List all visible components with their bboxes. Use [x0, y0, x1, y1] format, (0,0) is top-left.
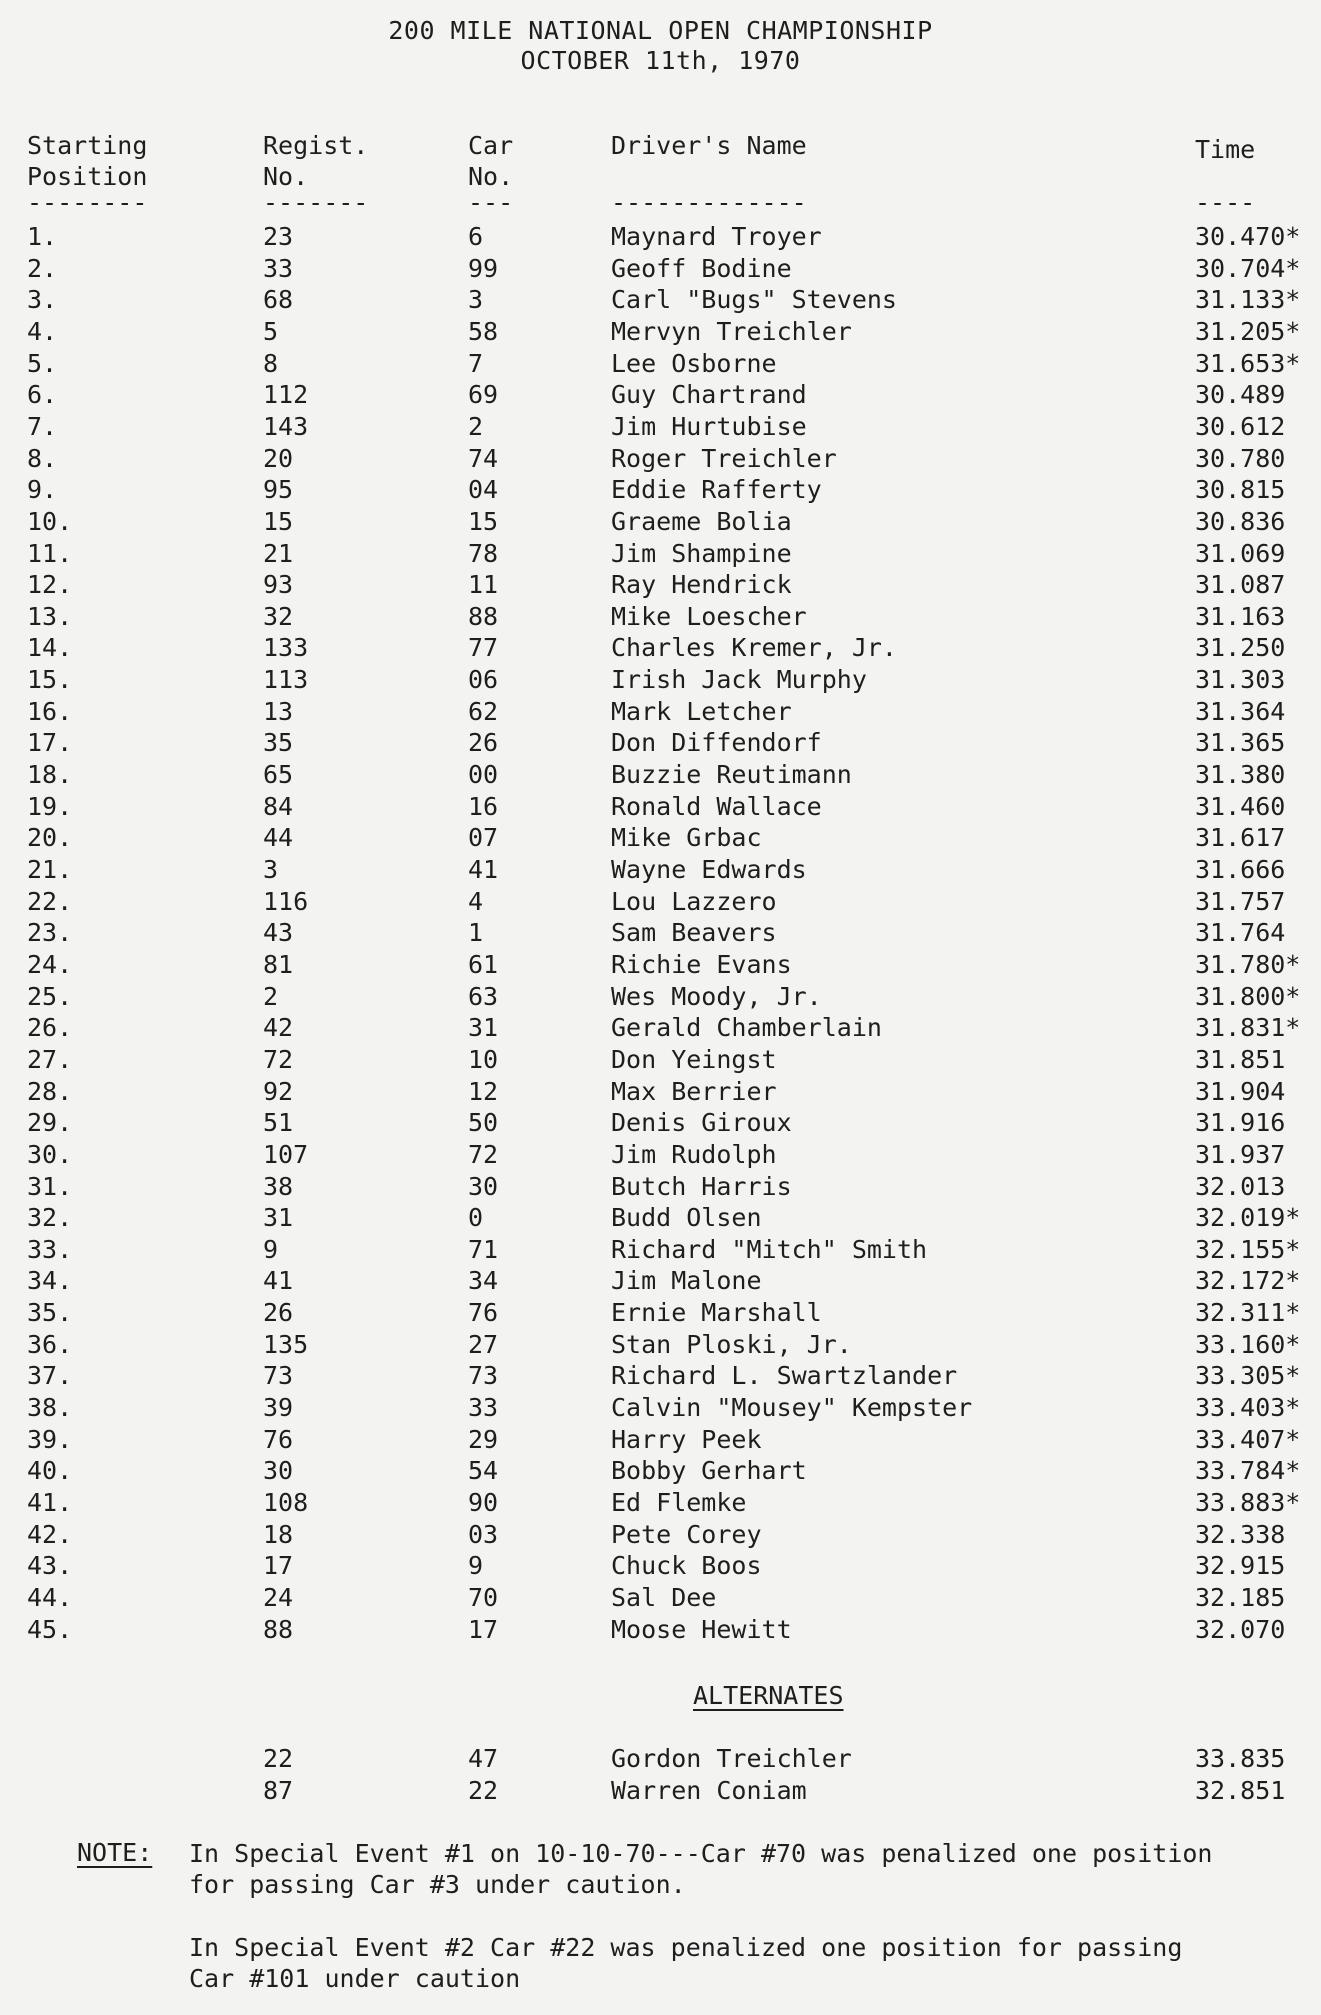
cell-position: 16. [27, 696, 73, 726]
table-row [0, 475, 1321, 507]
cell-time: 33.160* [1195, 1329, 1301, 1359]
table-row [0, 918, 1321, 950]
cell-position: 38. [27, 1393, 73, 1423]
cell-time: 31.133* [1195, 285, 1301, 315]
table-row [0, 1361, 1321, 1393]
document-title: 200 MILE NATIONAL OPEN CHAMPIONSHIP [388, 16, 933, 45]
cell-driver-name: Butch Harris [611, 1171, 792, 1201]
cell-position: 13. [27, 601, 73, 631]
cell-driver-name: Jim Rudolph [611, 1139, 777, 1169]
table-row [0, 823, 1321, 855]
cell-regist-no: 32 [263, 601, 294, 631]
cell-driver-name: Harry Peek [611, 1424, 762, 1454]
cell-position: 39. [27, 1424, 73, 1454]
cell-regist-no: 72 [263, 1044, 294, 1074]
cell-driver-name: Geoff Bodine [611, 253, 792, 283]
cell-time: 31.250 [1195, 633, 1286, 663]
table-row [0, 1108, 1321, 1140]
cell-time: 31.653* [1195, 348, 1301, 378]
table-row [0, 602, 1321, 634]
cell-driver-name: Roger Treichler [611, 443, 837, 473]
cell-position: 11. [27, 538, 73, 568]
cell-time: 33.407* [1195, 1424, 1301, 1454]
cell-position: 6. [27, 380, 58, 410]
cell-position: 24. [27, 949, 73, 979]
cell-time: 31.460 [1195, 791, 1286, 821]
cell-time: 30.780 [1195, 443, 1286, 473]
cell-regist-no: 24 [263, 1582, 294, 1612]
cell-position: 43. [27, 1551, 73, 1581]
cell-driver-name: Richard "Mitch" Smith [611, 1234, 928, 1264]
cell-driver-name: Gerald Chamberlain [611, 1013, 882, 1043]
table-row [0, 1077, 1321, 1109]
table-row [0, 1266, 1321, 1298]
cell-driver-name: Irish Jack Murphy [611, 665, 867, 695]
cell-car-no: 30 [468, 1171, 499, 1201]
cell-position: 14. [27, 633, 73, 663]
cell-regist-no: 107 [263, 1139, 309, 1169]
cell-car-no: 06 [468, 665, 499, 695]
table-row [0, 1488, 1321, 1520]
cell-position: 19. [27, 791, 73, 821]
cell-car-no: 58 [468, 316, 499, 346]
header-rule-regist: ------- [263, 188, 369, 217]
cell-driver-name: Sam Beavers [611, 918, 777, 948]
cell-position: 33. [27, 1234, 73, 1264]
header-rule-name: ------------- [611, 188, 807, 217]
table-row [0, 1013, 1321, 1045]
cell-regist-no: 35 [263, 728, 294, 758]
cell-car-no: 70 [468, 1582, 499, 1612]
cell-time: 31.380 [1195, 760, 1286, 790]
cell-regist-no: 30 [263, 1456, 294, 1486]
cell-time: 32.851 [1195, 1775, 1286, 1805]
cell-position: 36. [27, 1329, 73, 1359]
cell-driver-name: Don Yeingst [611, 1044, 777, 1074]
table-row [0, 412, 1321, 444]
header-time: Time [1195, 135, 1256, 164]
cell-position: 15. [27, 665, 73, 695]
table-row [0, 887, 1321, 919]
note-text-2: In Special Event #2 Car #22 was penalized one position for passing Car #101 under caution [189, 1933, 1183, 1993]
cell-regist-no: 92 [263, 1076, 294, 1106]
cell-driver-name: Bobby Gerhart [611, 1456, 807, 1486]
cell-position: 17. [27, 728, 73, 758]
cell-driver-name: Mike Grbac [611, 823, 762, 853]
cell-car-no: 4 [468, 886, 484, 916]
cell-time: 32.019* [1195, 1203, 1301, 1233]
cell-regist-no: 51 [263, 1108, 294, 1138]
cell-car-no: 04 [468, 475, 499, 505]
cell-position: 5. [27, 348, 58, 378]
cell-driver-name: Maynard Troyer [611, 222, 822, 251]
cell-car-no: 15 [468, 506, 499, 536]
note-text-1: In Special Event #1 on 10-10-70---Car #70 was penalized one position for passing Car #3 under caution. [189, 1839, 1213, 1899]
table-row [0, 1140, 1321, 1172]
cell-position: 30. [27, 1139, 73, 1169]
cell-car-no: 3 [468, 285, 484, 315]
cell-car-no: 73 [468, 1361, 499, 1391]
cell-regist-no: 84 [263, 791, 294, 821]
cell-regist-no: 143 [263, 411, 309, 441]
cell-car-no: 72 [468, 1139, 499, 1169]
table-row [0, 633, 1321, 665]
cell-position: 45. [27, 1614, 73, 1644]
cell-position: 27. [27, 1044, 73, 1074]
alternate-row [0, 1744, 1321, 1776]
cell-car-no: 47 [468, 1744, 499, 1773]
cell-time: 31.916 [1195, 1108, 1286, 1138]
cell-time: 30.836 [1195, 506, 1286, 536]
cell-time: 31.851 [1195, 1044, 1286, 1074]
cell-driver-name: Wes Moody, Jr. [611, 981, 822, 1011]
table-row [0, 950, 1321, 982]
cell-regist-no: 3 [263, 855, 279, 884]
table-row [0, 1330, 1321, 1362]
cell-driver-name: Mike Loescher [611, 601, 807, 631]
cell-regist-no: 13 [263, 696, 294, 726]
table-row [0, 1520, 1321, 1552]
cell-time: 31.364 [1195, 696, 1286, 726]
cell-driver-name: Jim Malone [611, 1266, 762, 1296]
cell-car-no: 50 [468, 1108, 499, 1138]
cell-position: 31. [27, 1171, 73, 1201]
header-rule-car: --- [468, 188, 514, 217]
cell-time: 31.069 [1195, 538, 1286, 568]
cell-driver-name: Lou Lazzero [611, 886, 777, 916]
cell-driver-name: Mervyn Treichler [611, 316, 852, 346]
cell-car-no: 7 [468, 348, 484, 378]
cell-car-no: 99 [468, 253, 499, 283]
cell-car-no: 29 [468, 1424, 499, 1454]
cell-driver-name: Carl "Bugs" Stevens [611, 285, 897, 315]
cell-time: 30.489 [1195, 380, 1286, 410]
cell-car-no: 6 [468, 222, 484, 251]
cell-position: 2. [27, 253, 58, 283]
cell-car-no: 78 [468, 538, 499, 568]
cell-time: 31.205* [1195, 316, 1301, 346]
cell-position: 35. [27, 1298, 73, 1328]
cell-car-no: 17 [468, 1614, 499, 1644]
cell-time: 30.815 [1195, 475, 1286, 505]
table-row [0, 1551, 1321, 1583]
cell-time: 33.883* [1195, 1488, 1301, 1517]
cell-regist-no: 44 [263, 823, 294, 853]
cell-regist-no: 93 [263, 570, 294, 600]
table-row [0, 349, 1321, 381]
cell-regist-no: 8 [263, 348, 279, 378]
cell-car-no: 74 [468, 443, 499, 473]
cell-time: 31.303 [1195, 665, 1286, 695]
cell-position: 20. [27, 823, 73, 853]
table-row [0, 1235, 1321, 1267]
cell-time: 31.764 [1195, 918, 1286, 948]
table-row [0, 285, 1321, 317]
cell-time: 30.470* [1195, 222, 1301, 251]
cell-time: 31.937 [1195, 1139, 1286, 1169]
header-car-no: Car No. [468, 131, 514, 191]
cell-regist-no: 39 [263, 1393, 294, 1423]
table-row [0, 697, 1321, 729]
table-row [0, 1456, 1321, 1488]
cell-position: 21. [27, 855, 73, 884]
cell-car-no: 0 [468, 1203, 484, 1233]
table-row [0, 1583, 1321, 1615]
cell-time: 32.338 [1195, 1519, 1286, 1549]
cell-driver-name: Gordon Treichler [611, 1744, 852, 1773]
cell-car-no: 54 [468, 1456, 499, 1486]
cell-regist-no: 108 [263, 1488, 309, 1517]
cell-position: 32. [27, 1203, 73, 1233]
cell-position: 29. [27, 1108, 73, 1138]
cell-car-no: 10 [468, 1044, 499, 1074]
table-row [0, 254, 1321, 286]
cell-car-no: 1 [468, 918, 484, 948]
cell-car-no: 88 [468, 601, 499, 631]
table-row [0, 982, 1321, 1014]
cell-position: 4. [27, 316, 58, 346]
cell-regist-no: 22 [263, 1744, 294, 1773]
cell-position: 26. [27, 1013, 73, 1043]
cell-position: 7. [27, 411, 58, 441]
cell-car-no: 22 [468, 1775, 499, 1805]
alternate-row [0, 1776, 1321, 1808]
cell-time: 31.800* [1195, 981, 1301, 1011]
cell-driver-name: Ed Flemke [611, 1488, 747, 1517]
cell-regist-no: 88 [263, 1614, 294, 1644]
cell-driver-name: Pete Corey [611, 1519, 762, 1549]
cell-regist-no: 68 [263, 285, 294, 315]
note-label: NOTE: [77, 1838, 153, 1867]
cell-time: 31.831* [1195, 1013, 1301, 1043]
table-row [0, 665, 1321, 697]
cell-driver-name: Stan Ploski, Jr. [611, 1329, 852, 1359]
cell-driver-name: Mark Letcher [611, 696, 792, 726]
table-row [0, 317, 1321, 349]
cell-driver-name: Max Berrier [611, 1076, 777, 1106]
header-driver-name: Driver's Name [611, 131, 807, 160]
cell-driver-name: Graeme Bolia [611, 506, 792, 536]
cell-regist-no: 26 [263, 1298, 294, 1328]
cell-driver-name: Denis Giroux [611, 1108, 792, 1138]
cell-driver-name: Ernie Marshall [611, 1298, 822, 1328]
table-row [0, 1393, 1321, 1425]
cell-time: 32.172* [1195, 1266, 1301, 1296]
cell-car-no: 71 [468, 1234, 499, 1264]
cell-car-no: 26 [468, 728, 499, 758]
cell-regist-no: 95 [263, 475, 294, 505]
cell-driver-name: Chuck Boos [611, 1551, 762, 1581]
cell-time: 31.163 [1195, 601, 1286, 631]
table-row [0, 507, 1321, 539]
cell-position: 3. [27, 285, 58, 315]
cell-driver-name: Jim Shampine [611, 538, 792, 568]
cell-regist-no: 116 [263, 886, 309, 916]
cell-regist-no: 31 [263, 1203, 294, 1233]
cell-regist-no: 73 [263, 1361, 294, 1391]
cell-car-no: 90 [468, 1488, 499, 1517]
cell-car-no: 27 [468, 1329, 499, 1359]
cell-time: 31.757 [1195, 886, 1286, 916]
cell-position: 44. [27, 1582, 73, 1612]
cell-position: 28. [27, 1076, 73, 1106]
table-row [0, 1172, 1321, 1204]
cell-time: 30.704* [1195, 253, 1301, 283]
cell-regist-no: 112 [263, 380, 309, 410]
cell-driver-name: Warren Coniam [611, 1775, 807, 1805]
table-row [0, 570, 1321, 602]
cell-regist-no: 38 [263, 1171, 294, 1201]
cell-car-no: 03 [468, 1519, 499, 1549]
cell-time: 33.403* [1195, 1393, 1301, 1423]
header-starting-position: Starting Position [27, 131, 148, 191]
cell-position: 41. [27, 1488, 73, 1517]
cell-car-no: 63 [468, 981, 499, 1011]
cell-driver-name: Ronald Wallace [611, 791, 822, 821]
cell-regist-no: 113 [263, 665, 309, 695]
cell-driver-name: Don Diffendorf [611, 728, 822, 758]
cell-driver-name: Richard L. Swartzlander [611, 1361, 958, 1391]
cell-position: 1. [27, 222, 58, 251]
cell-car-no: 62 [468, 696, 499, 726]
cell-time: 31.365 [1195, 728, 1286, 758]
cell-regist-no: 2 [263, 981, 279, 1011]
cell-regist-no: 9 [263, 1234, 279, 1264]
cell-regist-no: 18 [263, 1519, 294, 1549]
table-row [0, 1615, 1321, 1647]
cell-driver-name: Budd Olsen [611, 1203, 762, 1233]
table-row [0, 1045, 1321, 1077]
cell-car-no: 76 [468, 1298, 499, 1328]
cell-driver-name: Buzzie Reutimann [611, 760, 852, 790]
table-row [0, 222, 1321, 254]
header-regist-no: Regist. No. [263, 131, 369, 191]
cell-time: 31.617 [1195, 823, 1286, 853]
cell-regist-no: 20 [263, 443, 294, 473]
cell-car-no: 61 [468, 949, 499, 979]
table-row [0, 728, 1321, 760]
table-row [0, 539, 1321, 571]
cell-driver-name: Charles Kremer, Jr. [611, 633, 897, 663]
cell-position: 22. [27, 886, 73, 916]
cell-time: 30.612 [1195, 411, 1286, 441]
cell-time: 32.155* [1195, 1234, 1301, 1264]
cell-regist-no: 135 [263, 1329, 309, 1359]
table-row [0, 444, 1321, 476]
cell-position: 9. [27, 475, 58, 505]
cell-time: 33.784* [1195, 1456, 1301, 1486]
cell-driver-name: Calvin "Mousey" Kempster [611, 1393, 973, 1423]
cell-driver-name: Jim Hurtubise [611, 411, 807, 441]
cell-regist-no: 41 [263, 1266, 294, 1296]
cell-car-no: 12 [468, 1076, 499, 1106]
cell-time: 32.915 [1195, 1551, 1286, 1581]
cell-regist-no: 76 [263, 1424, 294, 1454]
cell-regist-no: 21 [263, 538, 294, 568]
cell-regist-no: 133 [263, 633, 309, 663]
cell-position: 40. [27, 1456, 73, 1486]
cell-car-no: 69 [468, 380, 499, 410]
cell-regist-no: 33 [263, 253, 294, 283]
table-row [0, 380, 1321, 412]
cell-car-no: 11 [468, 570, 499, 600]
alternates-heading: ALTERNATES [693, 1681, 844, 1710]
document-date: OCTOBER 11th, 1970 [520, 46, 801, 75]
cell-regist-no: 43 [263, 918, 294, 948]
cell-time: 32.070 [1195, 1614, 1286, 1644]
table-row [0, 1425, 1321, 1457]
cell-driver-name: Eddie Rafferty [611, 475, 822, 505]
cell-position: 34. [27, 1266, 73, 1296]
cell-car-no: 2 [468, 411, 484, 441]
cell-time: 31.904 [1195, 1076, 1286, 1106]
cell-position: 12. [27, 570, 73, 600]
cell-time: 33.835 [1195, 1744, 1286, 1773]
cell-car-no: 07 [468, 823, 499, 853]
cell-time: 31.780* [1195, 949, 1301, 979]
cell-car-no: 77 [468, 633, 499, 663]
cell-driver-name: Ray Hendrick [611, 570, 792, 600]
cell-driver-name: Sal Dee [611, 1582, 717, 1612]
cell-position: 18. [27, 760, 73, 790]
cell-position: 8. [27, 443, 58, 473]
cell-position: 10. [27, 506, 73, 536]
table-row [0, 1203, 1321, 1235]
cell-driver-name: Guy Chartrand [611, 380, 807, 410]
cell-regist-no: 23 [263, 222, 294, 251]
cell-regist-no: 87 [263, 1775, 294, 1805]
cell-regist-no: 65 [263, 760, 294, 790]
cell-car-no: 9 [468, 1551, 484, 1581]
cell-car-no: 31 [468, 1013, 499, 1043]
cell-position: 25. [27, 981, 73, 1011]
header-rule-time: ---- [1195, 188, 1256, 217]
table-row [0, 792, 1321, 824]
cell-regist-no: 5 [263, 316, 279, 346]
cell-driver-name: Richie Evans [611, 949, 792, 979]
cell-time: 32.013 [1195, 1171, 1286, 1201]
cell-car-no: 41 [468, 855, 499, 884]
cell-regist-no: 42 [263, 1013, 294, 1043]
cell-regist-no: 17 [263, 1551, 294, 1581]
cell-time: 33.305* [1195, 1361, 1301, 1391]
cell-car-no: 34 [468, 1266, 499, 1296]
cell-regist-no: 15 [263, 506, 294, 536]
table-row [0, 855, 1321, 887]
cell-time: 32.311* [1195, 1298, 1301, 1328]
cell-regist-no: 81 [263, 949, 294, 979]
cell-position: 23. [27, 918, 73, 948]
cell-car-no: 33 [468, 1393, 499, 1423]
cell-driver-name: Wayne Edwards [611, 855, 807, 884]
cell-car-no: 16 [468, 791, 499, 821]
header-rule-position: -------- [27, 188, 148, 217]
cell-car-no: 00 [468, 760, 499, 790]
cell-driver-name: Moose Hewitt [611, 1614, 792, 1644]
cell-time: 31.087 [1195, 570, 1286, 600]
table-row [0, 760, 1321, 792]
cell-driver-name: Lee Osborne [611, 348, 777, 378]
cell-position: 42. [27, 1519, 73, 1549]
table-row [0, 1298, 1321, 1330]
cell-time: 32.185 [1195, 1582, 1286, 1612]
cell-position: 37. [27, 1361, 73, 1391]
cell-time: 31.666 [1195, 855, 1286, 884]
